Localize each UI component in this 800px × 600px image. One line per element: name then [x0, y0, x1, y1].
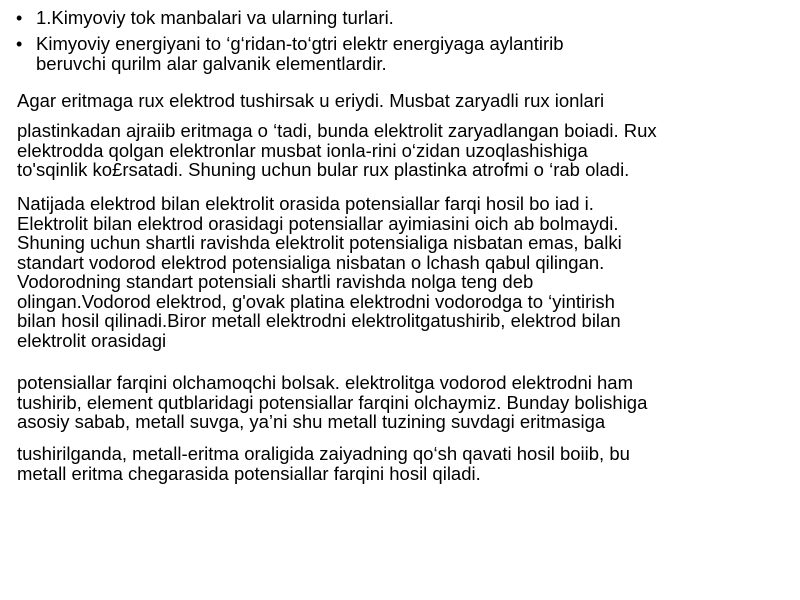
paragraph: potensiallar farqini olchamoqchi bolsak. elektrolitga vodorod elektrodni ham tushirib, element qutblaridagi potensiallar farqini olchaymiz. Bunday bolishiga asosiy sabab, metall suvga, ya’ni shu metall tuzining suvdagi eritmasiga [17, 372, 648, 432]
paragraph: Agar eritmaga rux elektrod tushirsak u eriydi. Musbat zaryadli rux ionlari [17, 90, 605, 111]
paragraph: tushirilganda, metall-eritma oraligida zaiyadning qo‘sh qavati hosil boiib, bu metall eritma chegarasida potensiallar farqini hosil qiladi. [17, 443, 630, 484]
bullet-text: 1.Kimyoviy tok manbalari va ularning turlari. [36, 7, 394, 28]
paragraph: Natijada elektrod bilan elektrolit orasida potensiallar farqi hosil bo iad i. Elektrolit bilan elektrod orasidagi potensiallar ayimiasini oich ab bolmaydi. Shuning uchun shartli ravishda elektrolit potensialiga nisbatan emas, balki standart vodorod elektrod potensialiga nisbatan o lchash qabul qilingan. Vodorodning standart potensiali shartli ravishda nolga teng deb olingan.Vodorod elektrod, g'ovak platina elektrodni vodorodga to ‘yintirish bilan hosil qilinadi.Biror metall elektrodni elektrolitgatushirib, elektrod bilan elektrolit orasidagi [17, 193, 622, 351]
paragraph: plastinkadan ajraiib eritmaga o ‘tadi, bunda elektrolit zaryadlangan boiadi. Rux elektrodda qolgan elektronlar musbat ionla-rini o‘zidan uzoqlashishiga to'sqinlik ko£rsatadi. Shuning uchun bular rux plastinka atrofmi o ‘rab oladi. [17, 120, 657, 180]
bullet-list [16, 8, 786, 80]
bullet-item [16, 34, 786, 74]
bullet-text: Kimyoviy energiyani to ‘g‘ridan-to‘gtri elektr energiyaga aylantirib beruvchi qurilm alar galvanik elementlardir. [36, 33, 564, 74]
bullet-item [16, 8, 786, 28]
bullet-marker: • [16, 8, 23, 28]
bullet-marker: • [16, 34, 23, 54]
